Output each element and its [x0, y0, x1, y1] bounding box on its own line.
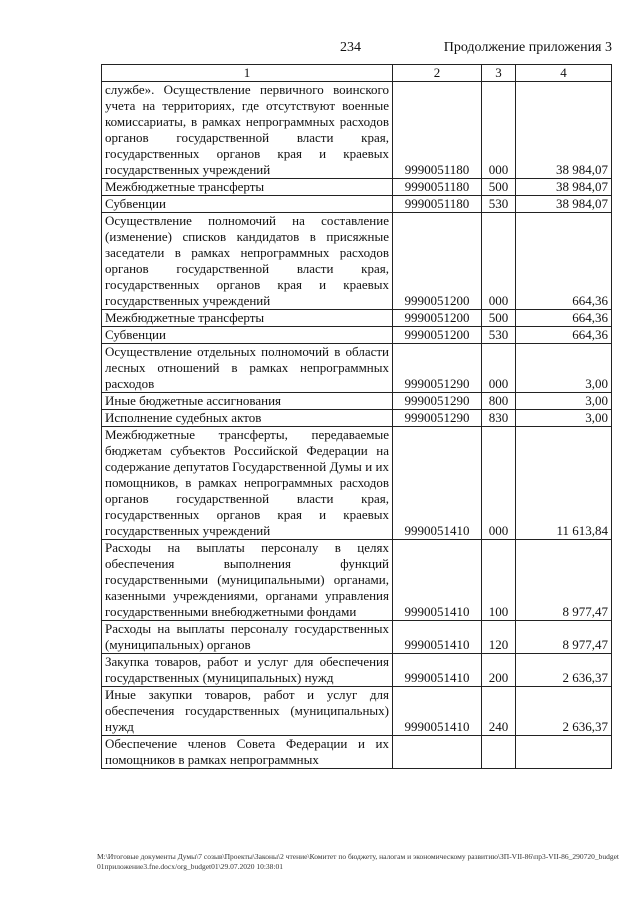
row-description: Исполнение судебных актов	[102, 410, 393, 427]
row-amount: 11 613,84	[516, 427, 612, 540]
row-target-code: 9990051200	[393, 213, 482, 310]
row-expense-type	[482, 736, 516, 769]
table-row	[102, 687, 612, 736]
row-description: Иные бюджетные ассигнования	[102, 393, 393, 410]
column-header: 4	[516, 65, 612, 82]
row-amount: 8 977,47	[516, 540, 612, 621]
row-expense-type: 240	[482, 687, 516, 736]
row-target-code: 9990051290	[393, 344, 482, 393]
table-row	[102, 310, 612, 327]
row-amount: 3,00	[516, 410, 612, 427]
table-row	[102, 393, 612, 410]
row-expense-type: 530	[482, 196, 516, 213]
row-expense-type: 000	[482, 82, 516, 179]
row-target-code: 9990051180	[393, 82, 482, 179]
budget-table	[101, 64, 612, 769]
table-row	[102, 427, 612, 540]
row-description: Осуществление отдельных полномочий в области лесных отношений в рамках непрограммных расходов	[102, 344, 393, 393]
table-row	[102, 540, 612, 621]
row-description: Межбюджетные трансферты	[102, 310, 393, 327]
continuation-note: Продолжение приложения 3	[443, 40, 612, 55]
row-expense-type: 000	[482, 344, 516, 393]
row-expense-type: 100	[482, 540, 516, 621]
row-target-code: 9990051200	[393, 310, 482, 327]
row-description: Субвенции	[102, 327, 393, 344]
table-row	[102, 736, 612, 769]
row-target-code: 9990051410	[393, 621, 482, 654]
row-expense-type: 120	[482, 621, 516, 654]
row-target-code: 9990051410	[393, 654, 482, 687]
row-amount: 664,36	[516, 327, 612, 344]
row-expense-type: 500	[482, 179, 516, 196]
row-amount: 38 984,07	[516, 82, 612, 179]
table-row	[102, 82, 612, 179]
row-amount: 38 984,07	[516, 179, 612, 196]
table-row	[102, 179, 612, 196]
row-amount: 664,36	[516, 213, 612, 310]
row-target-code: 9990051180	[393, 179, 482, 196]
row-amount: 8 977,47	[516, 621, 612, 654]
table-row	[102, 196, 612, 213]
row-description: Расходы на выплаты персоналу государственных (муниципальных) органов	[102, 621, 393, 654]
row-description: службе». Осуществление первичного воинского учета на территориях, где отсутствуют военные комиссариаты, в рамках непрограммных расходов органов государственной власти края, государственных органов края и краевых государственных учреждений	[102, 82, 393, 179]
table-row	[102, 621, 612, 654]
row-amount	[516, 736, 612, 769]
row-amount: 38 984,07	[516, 196, 612, 213]
row-expense-type: 530	[482, 327, 516, 344]
row-target-code: 9990051410	[393, 540, 482, 621]
row-description: Расходы на выплаты персоналу в целях обеспечения выполнения функций государственными (муниципальными) органами, казенными учреждениями, органами управления государственными внебюджетными фондами	[102, 540, 393, 621]
row-description: Осуществление полномочий на составление (изменение) списков кандидатов в присяжные заседатели в рамках непрограммных расходов органов государственной власти края, государственных органов края и краевых государственных учреждений	[102, 213, 393, 310]
row-target-code: 9990051290	[393, 410, 482, 427]
row-target-code: 9990051410	[393, 427, 482, 540]
row-amount: 664,36	[516, 310, 612, 327]
row-expense-type: 500	[482, 310, 516, 327]
table-row	[102, 327, 612, 344]
column-header: 2	[393, 65, 482, 82]
row-target-code: 9990051290	[393, 393, 482, 410]
row-target-code: 9990051180	[393, 196, 482, 213]
column-header: 1	[102, 65, 393, 82]
row-expense-type: 830	[482, 410, 516, 427]
column-header-row	[102, 65, 612, 82]
table-row	[102, 344, 612, 393]
table-row	[102, 213, 612, 310]
row-target-code: 9990051410	[393, 687, 482, 736]
row-target-code: 9990051200	[393, 327, 482, 344]
page-number: 234	[340, 40, 361, 55]
row-expense-type: 200	[482, 654, 516, 687]
row-expense-type: 000	[482, 427, 516, 540]
row-description: Закупка товаров, работ и услуг для обеспечения государственных (муниципальных) нужд	[102, 654, 393, 687]
row-expense-type: 000	[482, 213, 516, 310]
row-description: Межбюджетные трансферты, передаваемые бюджетам субъектов Российской Федерации на содержание депутатов Государственной Думы и их помощников, в рамках непрограммных расходов органов государственной власти края, государственных органов края и краевых государственных учреждений	[102, 427, 393, 540]
table-row	[102, 654, 612, 687]
row-description: Иные закупки товаров, работ и услуг для обеспечения государственных (муниципальных) нужд	[102, 687, 393, 736]
row-amount: 3,00	[516, 344, 612, 393]
file-path-footer: M:\Итоговые документы Думы\7 созыв\Проекты\Законы\2 чтение\Комитет по бюджету, налогам и экономическому развитию\ЗП-VII-86\пр3-VII-86_290720_budget01приложение3.fne.docx/org_budget01\29.07.2020 10:38:01	[97, 852, 620, 871]
row-description: Субвенции	[102, 196, 393, 213]
row-amount: 2 636,37	[516, 687, 612, 736]
row-description: Межбюджетные трансферты	[102, 179, 393, 196]
row-amount: 2 636,37	[516, 654, 612, 687]
table-row	[102, 410, 612, 427]
row-target-code	[393, 736, 482, 769]
row-expense-type: 800	[482, 393, 516, 410]
column-header: 3	[482, 65, 516, 82]
row-amount: 3,00	[516, 393, 612, 410]
page-header	[0, 40, 640, 60]
row-description: Обеспечение членов Совета Федерации и их помощников в рамках непрограммных	[102, 736, 393, 769]
